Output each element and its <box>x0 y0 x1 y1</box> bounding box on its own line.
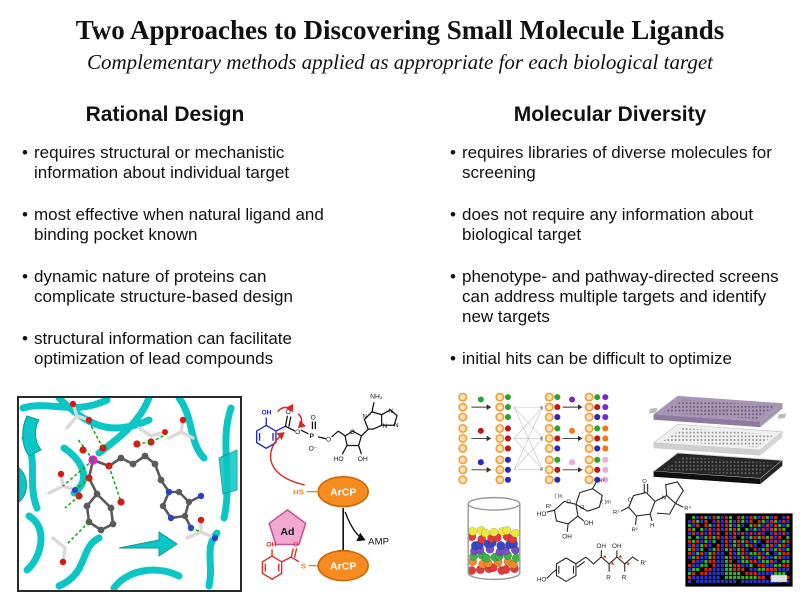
bullet-marker: • <box>22 143 28 162</box>
mechanism-scheme-svg <box>243 383 403 583</box>
left-bullet-list <box>22 143 352 391</box>
adenine-rings <box>364 402 397 429</box>
left-column-header: Rational Design <box>85 103 245 126</box>
label-m-sub: ( )m <box>601 499 611 506</box>
bead-jar-svg <box>462 492 526 585</box>
jar-beads <box>468 526 521 574</box>
label-p: P <box>309 432 315 440</box>
protein-structure-svg <box>19 398 240 590</box>
microarray-svg <box>685 513 793 587</box>
label-rA: R <box>606 574 611 582</box>
label-nh2: NH₂ <box>370 393 383 401</box>
label-ribose-o: O <box>349 428 355 436</box>
label-bridge-o1: O <box>295 428 301 436</box>
bullet-item <box>450 349 780 369</box>
bullet-marker: • <box>450 205 456 224</box>
split-pool-diagram <box>455 390 615 485</box>
label-r2a: R² <box>598 478 605 485</box>
bullet-marker: • <box>450 267 456 286</box>
bullet-text: structural information can facilitate optimization of lead compounds <box>34 329 292 368</box>
bullet-marker: • <box>22 329 28 348</box>
label-n2: N <box>382 423 388 431</box>
bullet-item <box>22 267 352 307</box>
ribose-ring <box>342 429 368 454</box>
bullet-item <box>450 205 780 245</box>
bullet-marker: • <box>22 205 28 224</box>
page-title: Two Approaches to Discovering Small Molecule Ligands <box>75 15 725 45</box>
split-pool-beads <box>459 393 608 483</box>
bullet-item <box>22 143 352 183</box>
bullet-item <box>22 205 352 245</box>
label-oD: O <box>642 478 647 485</box>
bullet-text: most effective when natural ligand and binding pocket known <box>34 205 324 244</box>
label-r1a: R¹ <box>545 504 552 511</box>
bullet-item <box>450 267 780 327</box>
spiroketal-structure <box>547 482 603 532</box>
label-n-sub: ( )n <box>554 493 563 500</box>
label-n3: N <box>388 407 393 415</box>
bullet-text: requires libraries of diverse molecules for screening <box>462 143 772 182</box>
label-oA: O <box>566 499 571 506</box>
svg-text:*: * <box>603 553 607 563</box>
label-hs: HS <box>293 487 304 497</box>
label-ribose-oh: OH <box>357 455 368 463</box>
label-n4: N <box>394 422 399 430</box>
svg-text:*: * <box>618 553 622 563</box>
salicylate-blue-ring <box>257 418 286 449</box>
bullet-text: phenotype- and pathway-directed screens can address multiple targets and identify new targets <box>462 267 779 326</box>
label-oB: O <box>579 505 585 512</box>
bullet-marker: • <box>450 349 456 368</box>
label-ho1: HO <box>536 511 547 519</box>
microplate-stack-image <box>644 394 792 486</box>
label-arcp-1: ArCP <box>329 486 357 499</box>
bullet-marker: • <box>22 267 28 286</box>
bullet-item <box>22 329 352 369</box>
label-po-top: O <box>310 414 316 422</box>
label-amp: AMP <box>368 536 390 548</box>
mechanism-scheme-image <box>243 383 403 583</box>
library-structures-image <box>535 478 693 598</box>
label-po-minus: O⁻ <box>308 445 318 453</box>
library-structures-svg <box>535 478 693 598</box>
page-subtitle: Complementary methods applied as appropriate for each biological target <box>86 50 714 74</box>
label-ohB: OH <box>562 533 572 541</box>
label-ohC: OH <box>596 543 606 551</box>
amp-branch-arrow <box>345 512 364 540</box>
label-ribose-ho: HO <box>333 455 344 463</box>
bullet-marker: • <box>450 143 456 162</box>
bullet-text: requires structural or mechanistic information about individual target <box>34 143 290 182</box>
bullet-text: dynamic nature of proteins can complicate structure-based design <box>34 267 293 306</box>
protein-structure-image <box>17 396 242 592</box>
label-n1: N <box>362 413 367 421</box>
svg-text:*: * <box>626 560 630 570</box>
ribbon-strands <box>23 398 231 588</box>
right-column-header: Molecular Diversity <box>513 103 707 126</box>
label-ho2: HO <box>536 576 547 584</box>
label-bridge-o2: O <box>325 436 332 444</box>
label-h: H <box>650 522 655 529</box>
ligand-atoms <box>75 438 204 533</box>
microarray-scale-label <box>771 575 787 582</box>
label-ohD: OH <box>612 543 622 551</box>
microplate-stack-svg <box>644 394 792 486</box>
label-r4: R⁴ <box>684 506 691 513</box>
plate-top <box>649 396 786 427</box>
label-rPrime: R' <box>640 559 647 567</box>
label-r2b: R² <box>631 527 638 534</box>
label-rB: R <box>621 574 627 582</box>
bullet-item <box>450 143 780 183</box>
plate-middle <box>654 424 783 455</box>
mechanism-arrows <box>270 407 304 485</box>
label-oC: O <box>627 497 633 504</box>
label-ohA: OH <box>583 519 594 527</box>
bullet-text: does not require any information about biological target <box>462 205 754 244</box>
label-carbonyl-o: O <box>285 408 291 416</box>
label-o-red: O <box>293 541 299 549</box>
label-ad: Ad <box>280 525 295 538</box>
label-r1b: R¹ <box>613 510 620 517</box>
label-arcp-2: ArCP <box>329 560 357 573</box>
salicylate-red-ring <box>262 548 299 579</box>
label-n: N <box>661 495 667 502</box>
right-bullet-list <box>450 143 780 391</box>
bead-jar-image <box>462 492 526 585</box>
svg-text:*: * <box>611 560 615 570</box>
hydrogen-bond-dashes <box>63 422 201 544</box>
microarray-image <box>685 513 793 587</box>
label-oh-blue: OH <box>261 409 272 417</box>
split-pool-svg <box>455 390 615 485</box>
bullet-text: initial hits can be difficult to optimize <box>462 349 732 368</box>
label-s-link: S <box>300 561 307 571</box>
label-oh-red: OH <box>266 541 277 549</box>
